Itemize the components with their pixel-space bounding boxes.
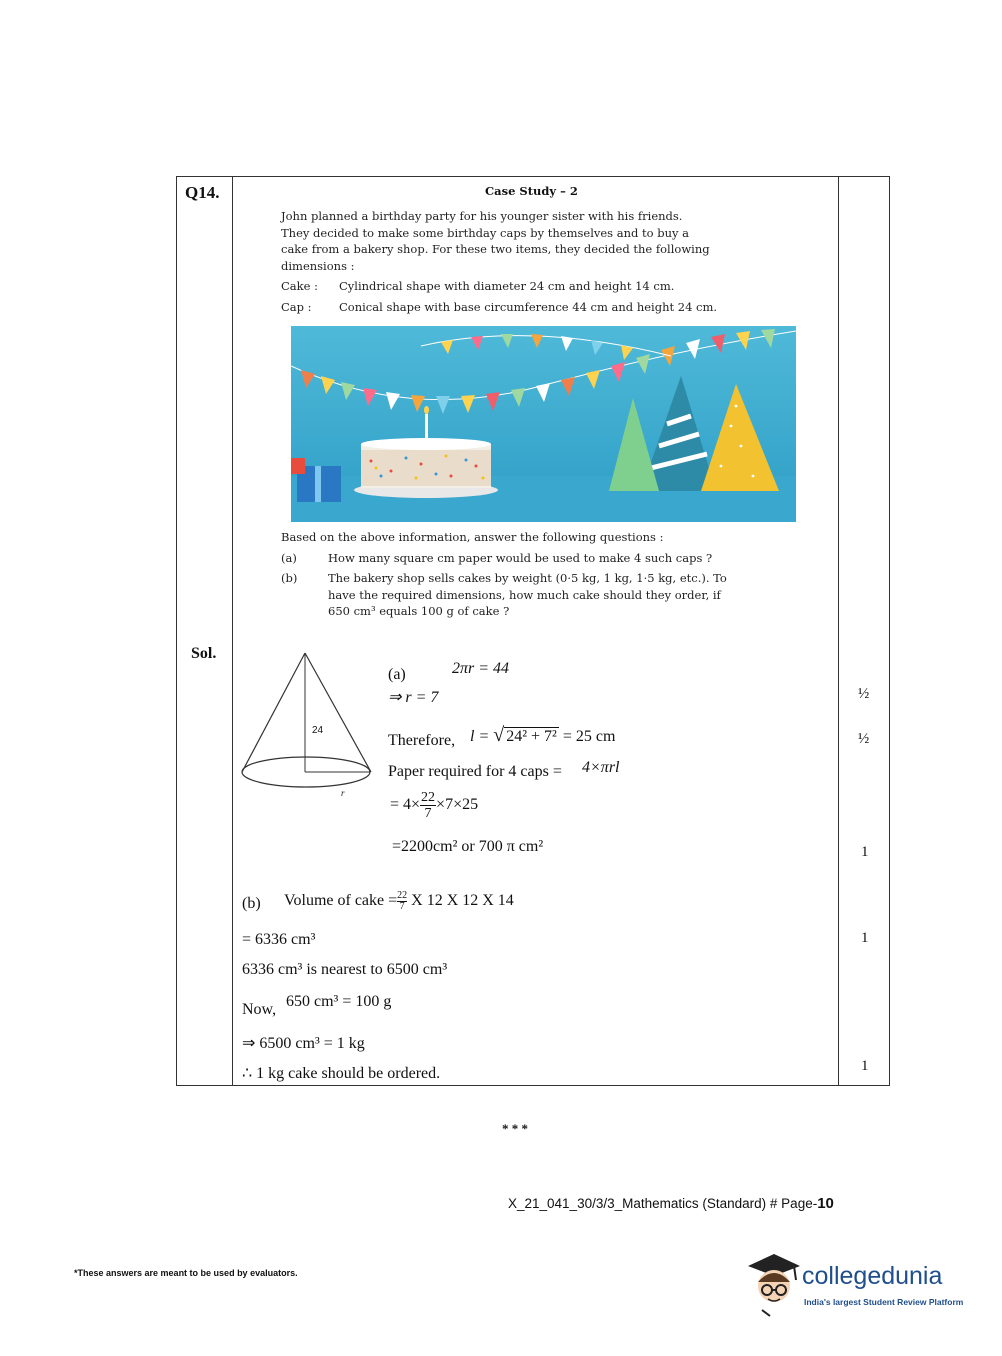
footer-text: X_21_041_30/3/3_Mathematics (Standard) # Page- (508, 1196, 818, 1211)
part-a-label: (a) (281, 551, 297, 565)
paper-formula: 4×πrl (582, 759, 620, 776)
therefore-text: Therefore, (388, 732, 456, 749)
intro-line: They decided to make some birthday caps by themselves and to buy a (281, 225, 689, 240)
slant-lhs: l = (470, 728, 490, 745)
brand-logo[interactable] (744, 1250, 974, 1320)
now-label: Now, (242, 1001, 277, 1018)
cone-diagram (238, 648, 378, 798)
sqrt-symbol: √ (493, 724, 505, 746)
intro-line: cake from a bakery shop. For these two items, they decided the following (281, 242, 710, 256)
solution-label: Sol. (191, 645, 217, 662)
cap-label: Cap : (281, 300, 312, 314)
part-b-line: The bakery shop sells cakes by weight (0·5 kg, 1 kg, 1·5 kg, etc.). To (328, 571, 727, 585)
intro-line: John planned a birthday party for his younger sister with his friends. (281, 209, 683, 223)
part-b-label: (b) (281, 571, 298, 585)
volume-post: X 12 X 12 X 14 (411, 892, 514, 910)
part-b-sol-label: (b) (242, 895, 261, 912)
volume-text: Volume of cake = (284, 892, 398, 910)
volume-equation (284, 891, 514, 912)
slant-rhs: = 25 cm (562, 728, 616, 745)
mark-value: 1 (861, 930, 869, 946)
page-number: 10 (817, 1195, 834, 1212)
cake-text: Cylindrical shape with diameter 24 cm and height 14 cm. (339, 279, 675, 293)
column-divider-right (838, 176, 839, 1086)
calc-pre: = 4× (390, 796, 421, 814)
cone-height-label: 24 (312, 725, 324, 736)
case-intro (281, 208, 821, 274)
mark-value: 1 (861, 1058, 869, 1074)
nearest-text: 6336 cm³ is nearest to 6500 cm³ (242, 961, 448, 978)
conclusion-text: ∴ 1 kg cake should be ordered. (242, 1065, 441, 1082)
brand-name: collegedunia (802, 1262, 943, 1290)
mark-value: ½ (858, 731, 870, 747)
area-result: =2200cm² or 700 π cm² (392, 838, 544, 855)
fraction-22-7 (420, 790, 436, 821)
radius-equation: ⇒ r = 7 (388, 689, 439, 706)
part-b-line: have the required dimensions, how much cake should they order, if (328, 587, 721, 602)
slant-height-equation (470, 724, 615, 747)
density-equation: 650 cm³ = 100 g (286, 993, 392, 1010)
calc-post: ×7×25 (436, 796, 479, 814)
part-b-question (328, 570, 823, 620)
based-on-text: Based on the above information, answer the following questions : (281, 530, 664, 544)
part-a-sol-label: (a) (388, 666, 406, 683)
mark-value: 1 (861, 844, 869, 860)
cap-text: Conical shape with base circumference 44 cm and height 24 cm. (339, 300, 718, 314)
part-b-line: 650 cm³ equals 100 g of cake ? (328, 604, 510, 618)
birthday-party-image (291, 326, 796, 522)
fraction-num: 22 (397, 890, 408, 901)
page-end-marker: * * * (502, 1121, 528, 1136)
fraction-22-7-small (397, 891, 407, 912)
case-study-title: Case Study – 2 (485, 184, 578, 198)
fraction-den: 7 (399, 901, 405, 912)
question-number: Q14. (185, 183, 220, 202)
circumference-equation: 2πr = 44 (452, 660, 510, 677)
implies-equation: ⇒ 6500 cm³ = 1 kg (242, 1035, 365, 1052)
fraction-den: 7 (424, 806, 432, 821)
cake-label: Cake : (281, 279, 318, 293)
slant-radicand: 24² + 7² (506, 728, 557, 745)
paper-required-text: Paper required for 4 caps = (388, 763, 562, 780)
mascot-icon (744, 1250, 804, 1320)
brand-tagline: India's largest Student Review Platform (804, 1297, 964, 1307)
part-a-question: How many square cm paper would be used to make 4 such caps ? (328, 551, 713, 565)
cone-radius-label: r (341, 788, 345, 798)
area-calculation (390, 790, 478, 821)
column-divider-left (232, 176, 233, 1086)
page-footer (508, 1195, 834, 1212)
mark-value: ½ (858, 686, 870, 702)
intro-line: dimensions : (281, 258, 355, 273)
volume-result: = 6336 cm³ (242, 931, 316, 948)
fraction-num: 22 (421, 790, 436, 805)
evaluator-note: *These answers are meant to be used by evaluators. (74, 1268, 298, 1278)
